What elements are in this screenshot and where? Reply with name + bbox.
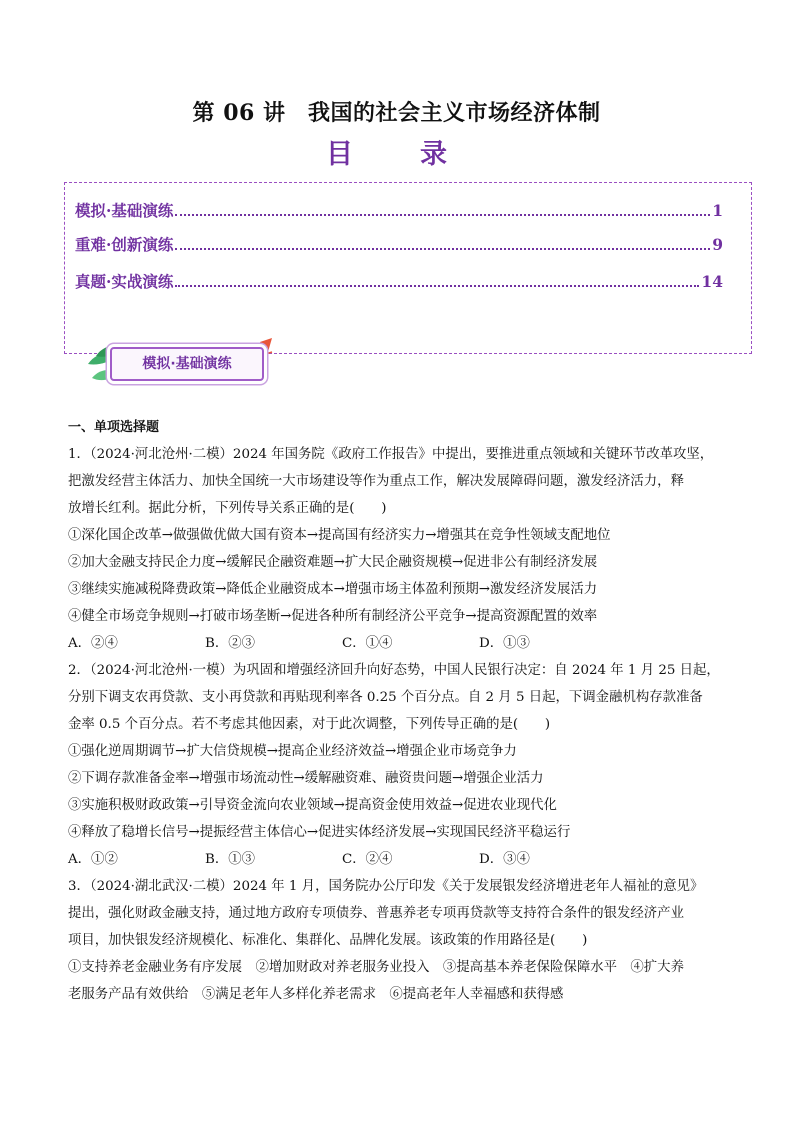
toc-entry-page: 1 <box>712 201 723 220</box>
question-text-line: 把激发经营主体活力、加快全国统一大市场建设等作为重点工作，解决发展障碍问题，激发经济活力，释 <box>68 474 684 489</box>
answer-options <box>68 630 728 657</box>
section-banner <box>82 334 282 394</box>
toc-entry-basic[interactable] <box>75 199 723 221</box>
toc-leader-dots <box>175 214 710 216</box>
option-c[interactable]: C．①④ <box>342 636 393 651</box>
banner-label: 模拟·基础演练 <box>142 356 232 372</box>
toc-heading: 目 录 <box>326 139 467 170</box>
toc-leader-dots <box>175 248 710 250</box>
statement-item: ④健全市场竞争规则→打破市场垄断→促进各种所有制经济公平竞争→提高资源配置的效率 <box>68 609 598 624</box>
toc-entry-exam[interactable] <box>75 270 723 292</box>
toc-entry-label: 真题·实战演练 <box>75 272 174 291</box>
statement-item: ④释放了稳增长信号→提振经营主体信心→促进实体经济发展→实现国民经济平稳运行 <box>68 825 571 840</box>
option-a[interactable]: A．①② <box>68 852 118 867</box>
option-a[interactable]: A．②④ <box>68 636 118 651</box>
option-d[interactable]: D．③④ <box>479 852 530 867</box>
question-2 <box>68 657 728 873</box>
statement-item: ①深化国企改革→做强做优做大国有资本→提高国有经济实力→增强其在竞争性领域支配地位 <box>68 528 611 543</box>
toc-leader-dots <box>175 285 699 287</box>
banner-plate <box>110 347 264 381</box>
statement-item: ②加大金融支持民企力度→缓解民企融资难题→扩大民企融资规模→促进非公有制经济发展 <box>68 555 598 570</box>
question-content <box>68 414 728 1008</box>
question-text-line: 分别下调支农再贷款、支小再贷款和再贴现利率各 0.25 个百分点。自 2 月 5 日起，下调金融机构存款准备 <box>68 690 703 705</box>
option-d[interactable]: D．①③ <box>479 636 530 651</box>
statement-line: 老服务产品有效供给 ⑤满足老年人多样化养老需求 ⑥提高老年人幸福感和获得感 <box>68 987 564 1002</box>
statement-line: ①支持养老金融业务有序发展 ②增加财政对养老服务业投入 ③提高基本养老保险保障水平 ④扩大养 <box>68 960 684 975</box>
statement-item: ②下调存款准备金率→增强市场流动性→缓解融资难、融资贵问题→增强企业活力 <box>68 771 544 786</box>
question-text-line: 项目，加快银发经济规模化、标准化、集群化、品牌化发展。该政策的作用路径是( ) <box>68 933 588 948</box>
question-text-line: 提出，强化财政金融支持，通过地方政府专项债券、普惠养老专项再贷款等支持符合条件的银发经济产业 <box>68 906 684 921</box>
answer-options <box>68 846 728 873</box>
toc-entry-page: 9 <box>712 235 723 254</box>
section-heading: 一、单项选择题 <box>68 420 160 435</box>
statement-item: ①强化逆周期调节→扩大信贷规模→提高企业经济效益→增强企业市场竞争力 <box>68 744 517 759</box>
question-text-line: 3．（2024·湖北武汉·二模）2024 年 1 月，国务院办公厅印发《关于发展银发经济增进老年人福祉的意见》 <box>68 879 704 894</box>
question-1 <box>68 441 728 657</box>
toc-entry-page: 14 <box>701 272 723 291</box>
question-text-line: 1．（2024·河北沧州·二模）2024 年国务院《政府工作报告》中提出，要推进重点领域和关键环节改革攻坚， <box>68 447 714 462</box>
toc-entry-label: 重难·创新演练 <box>75 235 174 254</box>
question-text-line: 放增长红利。据此分析，下列传导关系正确的是( ) <box>68 501 387 516</box>
statement-item: ③继续实施减税降费政策→降低企业融资成本→增强市场主体盈利预期→激发经济发展活力 <box>68 582 598 597</box>
option-b[interactable]: B．②③ <box>205 636 256 651</box>
toc-entry-label: 模拟·基础演练 <box>75 201 174 220</box>
question-text-line: 2．（2024·河北沧州·一模）为巩固和增强经济回升向好态势，中国人民银行决定：自 2024 年 1 月 25 日起， <box>68 663 720 678</box>
option-c[interactable]: C．②④ <box>342 852 393 867</box>
option-b[interactable]: B．①③ <box>205 852 256 867</box>
statement-item: ③实施积极财政政策→引导资金流向农业领域→提高资金使用效益→促进农业现代化 <box>68 798 557 813</box>
question-text-line: 金率 0.5 个百分点。若不考虑其他因素，对于此次调整，下列传导正确的是( ) <box>68 717 551 732</box>
question-3 <box>68 873 728 1008</box>
toc-entry-innovation[interactable] <box>75 233 723 255</box>
lecture-title: 第 06 讲 我国的社会主义市场经济体制 <box>192 100 601 126</box>
table-of-contents <box>64 182 752 354</box>
